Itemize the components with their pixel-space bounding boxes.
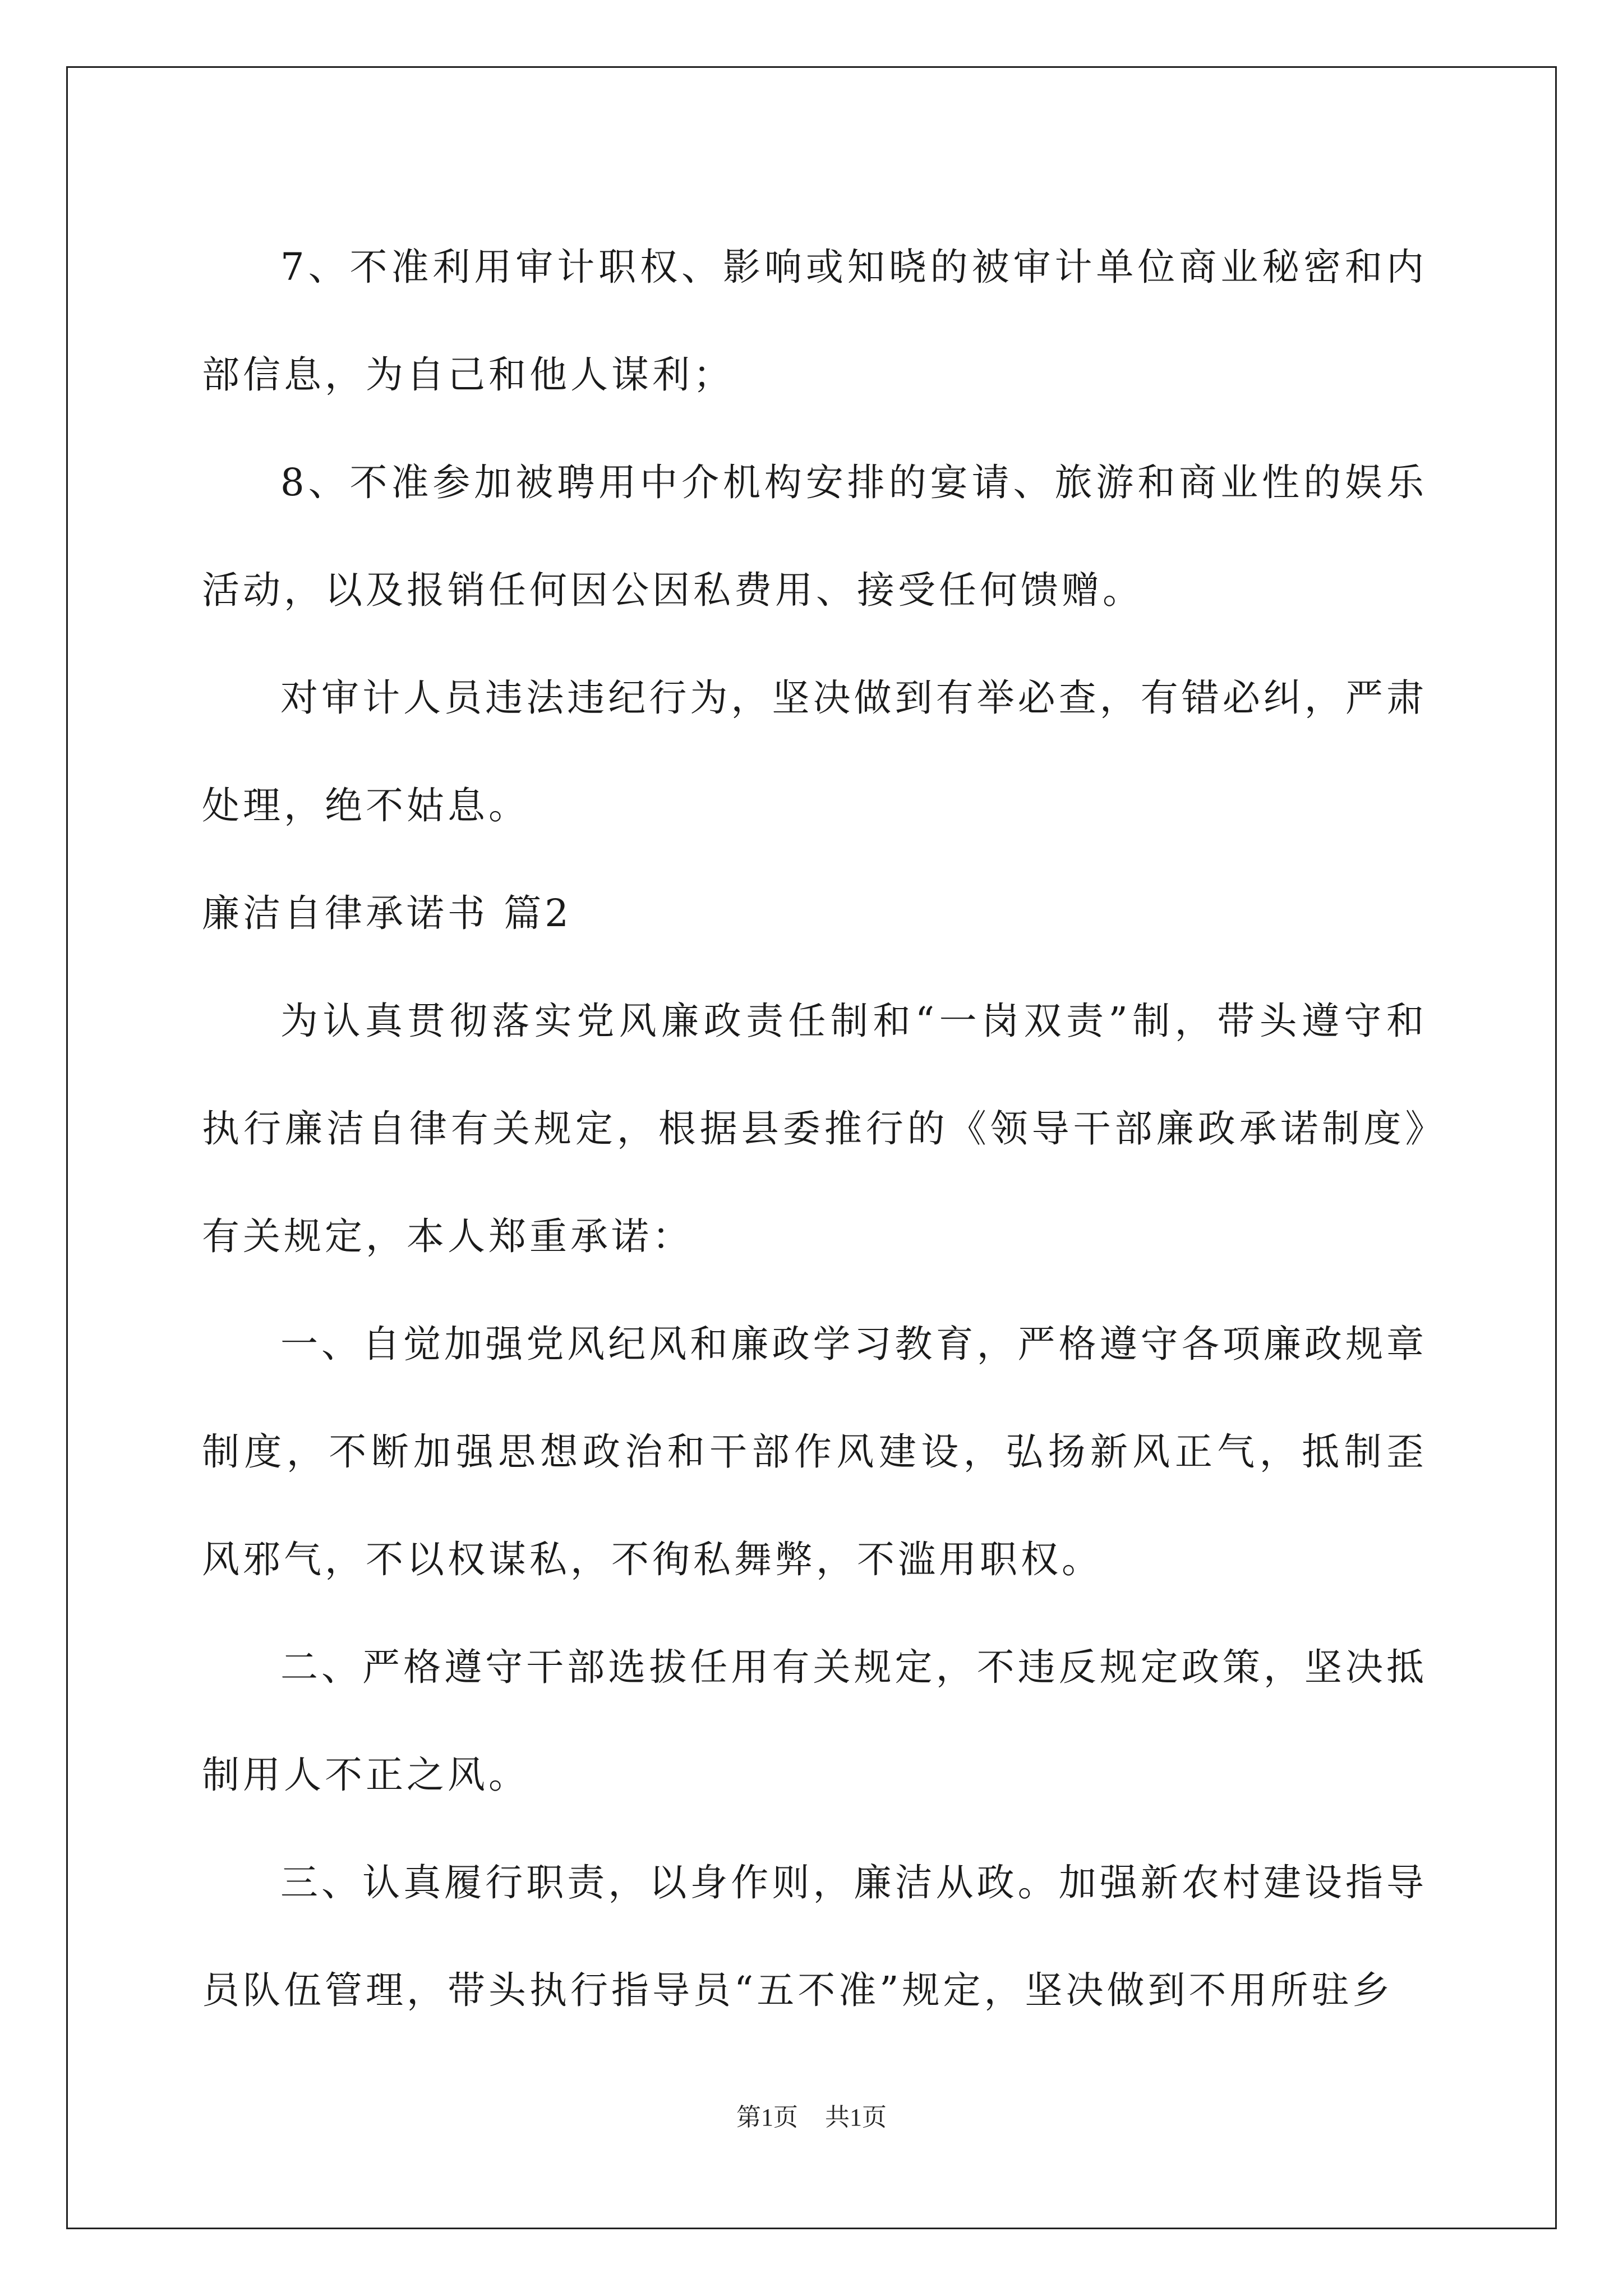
paragraph-pledge-3: 三、认真履行职责，以身作则，廉洁从政。加强新农村建设指导员队伍管理，带头执行指导员“五不准”规定，坚决做到不用所驻乡: [202, 1861, 1427, 2012]
paragraph-discipline: 对审计人员违法违纪行为，坚决做到有举必查，有错必纠，严肃处理，绝不姑息。: [202, 676, 1427, 827]
paragraph-item-8: 8、不准参加被聘用中介机构安排的宴请、旅游和商业性的娱乐活动，以及报销任何因公因私费用、接受任何馈赠。: [202, 461, 1427, 612]
paragraph-pledge-2: 二、严格遵守干部选拔任用有关规定，不违反规定政策，坚决抵制用人不正之风。: [202, 1645, 1427, 1797]
paragraph-intro: 为认真贯彻落实党风廉政责任制和“一岗双责”制，带头遵守和执行廉洁自律有关规定，根据县委推行的《领导干部廉政承诺制度》有关规定，本人郑重承诺：: [202, 999, 1427, 1258]
paragraph-item-7: 7、不准利用审计职权、影响或知晓的被审计单位商业秘密和内部信息，为自己和他人谋利；: [202, 245, 1427, 397]
section-heading: 廉洁自律承诺书 篇2: [202, 891, 572, 935]
document-body: [202, 213, 1427, 2044]
page-number: 第1页: [736, 2104, 798, 2131]
page-footer: [0, 2097, 1623, 2133]
paragraph-pledge-1: 一、自觉加强党风纪风和廉政学习教育，严格遵守各项廉政规章制度，不断加强思想政治和干部作风建设，弘扬新风正气，抵制歪风邪气，不以权谋私，不徇私舞弊，不滥用职权。: [202, 1322, 1427, 1581]
page-total: 共1页: [825, 2104, 887, 2131]
